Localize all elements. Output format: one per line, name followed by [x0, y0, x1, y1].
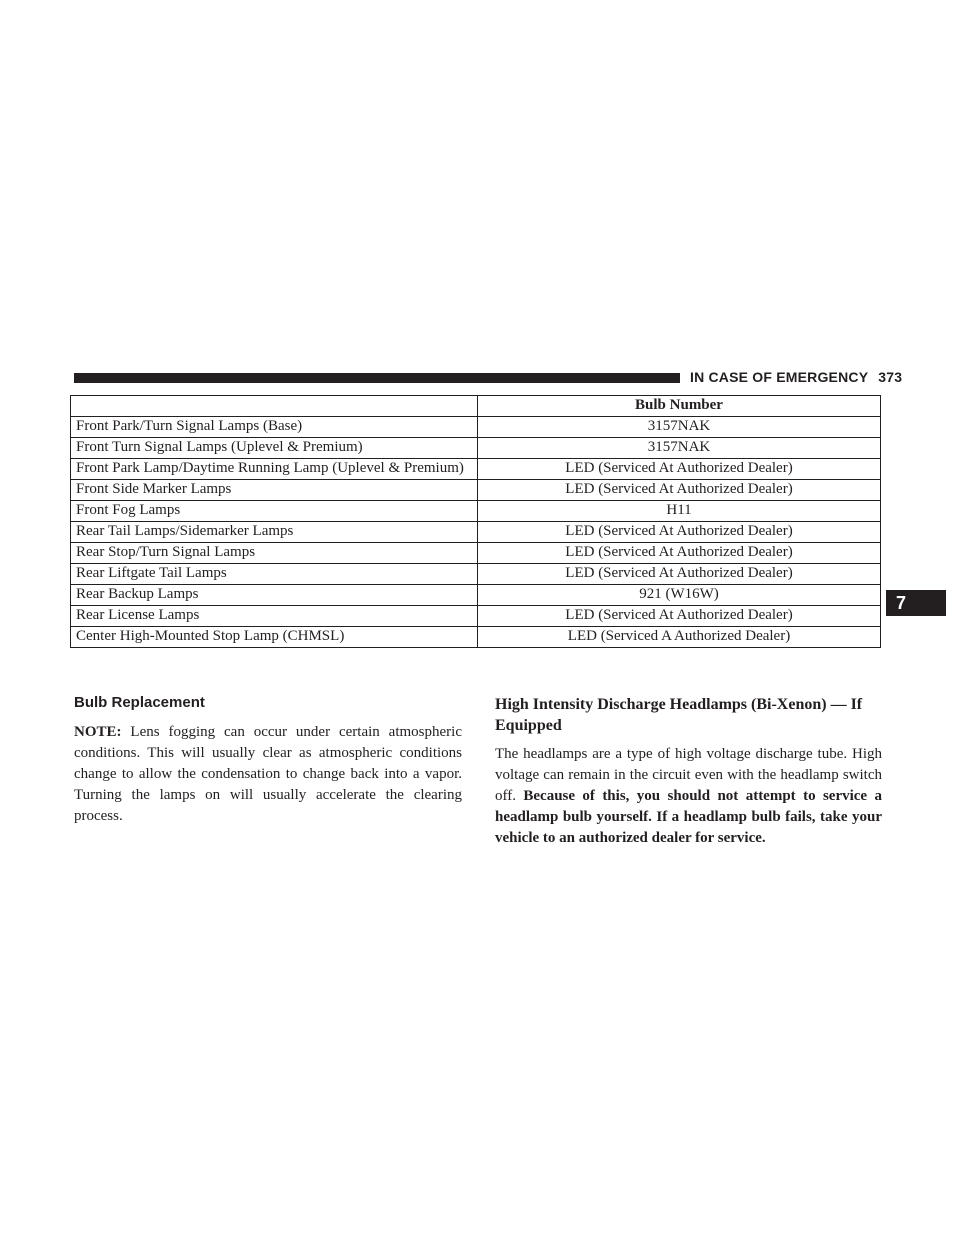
table-row — [71, 564, 881, 585]
lamp-cell: Front Side Marker Lamps — [71, 480, 478, 501]
section-title: IN CASE OF EMERGENCY — [690, 369, 869, 385]
header-cell-lamp — [71, 396, 478, 417]
page-number: 373 — [878, 369, 903, 385]
hid-text: The headlamps are a type of high voltage discharge tube. High voltage can remain in the circuit even with the headlamp switch off. — [495, 746, 882, 804]
lamp-cell: Front Turn Signal Lamps (Uplevel & Premium) — [71, 438, 478, 459]
table-row — [71, 417, 881, 438]
hid-paragraph — [495, 744, 882, 849]
subsection-heading: High Intensity Discharge Headlamps (Bi-Xenon) — If Equipped — [495, 696, 863, 734]
lamp-cell: Rear Tail Lamps/Sidemarker Lamps — [71, 522, 478, 543]
bulb-cell: 3157NAK — [478, 417, 881, 438]
header-cell-bulb-number: Bulb Number — [478, 396, 881, 417]
bulb-table — [70, 395, 881, 648]
table-row — [71, 585, 881, 606]
note-text: Lens fogging can occur under certain atmospheric conditions. This will usually clear as atmospheric conditions change to allow the condensation to change back into a vapor. Turning the lamps on will usually accelerate the clearing process. — [74, 724, 462, 824]
table-header-row — [71, 396, 881, 417]
bulb-cell: LED (Serviced At Authorized Dealer) — [478, 522, 881, 543]
table-row — [71, 438, 881, 459]
bulb-cell: 921 (W16W) — [478, 585, 881, 606]
bulb-replacement-section — [74, 694, 462, 827]
lamp-cell: Front Park Lamp/Daytime Running Lamp (Uplevel & Premium) — [71, 459, 478, 480]
table-row — [71, 543, 881, 564]
bulb-cell: LED (Serviced At Authorized Dealer) — [478, 459, 881, 480]
hid-headlamps-section — [495, 694, 882, 849]
lamp-cell: Rear License Lamps — [71, 606, 478, 627]
note-label: NOTE: — [74, 724, 122, 740]
table-row — [71, 459, 881, 480]
header-rule — [74, 373, 680, 383]
table-row — [71, 606, 881, 627]
section-heading: Bulb Replacement — [74, 694, 205, 711]
bulb-cell: 3157NAK — [478, 438, 881, 459]
lamp-cell: Center High-Mounted Stop Lamp (CHMSL) — [71, 627, 478, 648]
lamp-cell: Rear Liftgate Tail Lamps — [71, 564, 478, 585]
bulb-cell: LED (Serviced A Authorized Dealer) — [478, 627, 881, 648]
table-row — [71, 627, 881, 648]
table-row — [71, 501, 881, 522]
table-row — [71, 522, 881, 543]
chapter-tab: 7 — [886, 590, 946, 616]
bulb-cell: LED (Serviced At Authorized Dealer) — [478, 606, 881, 627]
running-header — [690, 369, 902, 385]
lamp-cell: Rear Backup Lamps — [71, 585, 478, 606]
bulb-cell: LED (Serviced At Authorized Dealer) — [478, 564, 881, 585]
bulb-cell: H11 — [478, 501, 881, 522]
lamp-cell: Front Fog Lamps — [71, 501, 478, 522]
note-paragraph — [74, 722, 462, 827]
lamp-cell: Front Park/Turn Signal Lamps (Base) — [71, 417, 478, 438]
hid-warning-text: Because of this, you should not attempt to service a headlamp bulb yourself. If a headlamp bulb fails, take your vehicle to an authorized dealer for service. — [495, 788, 882, 846]
bulb-cell: LED (Serviced At Authorized Dealer) — [478, 543, 881, 564]
table-row — [71, 480, 881, 501]
lamp-cell: Rear Stop/Turn Signal Lamps — [71, 543, 478, 564]
bulb-cell: LED (Serviced At Authorized Dealer) — [478, 480, 881, 501]
